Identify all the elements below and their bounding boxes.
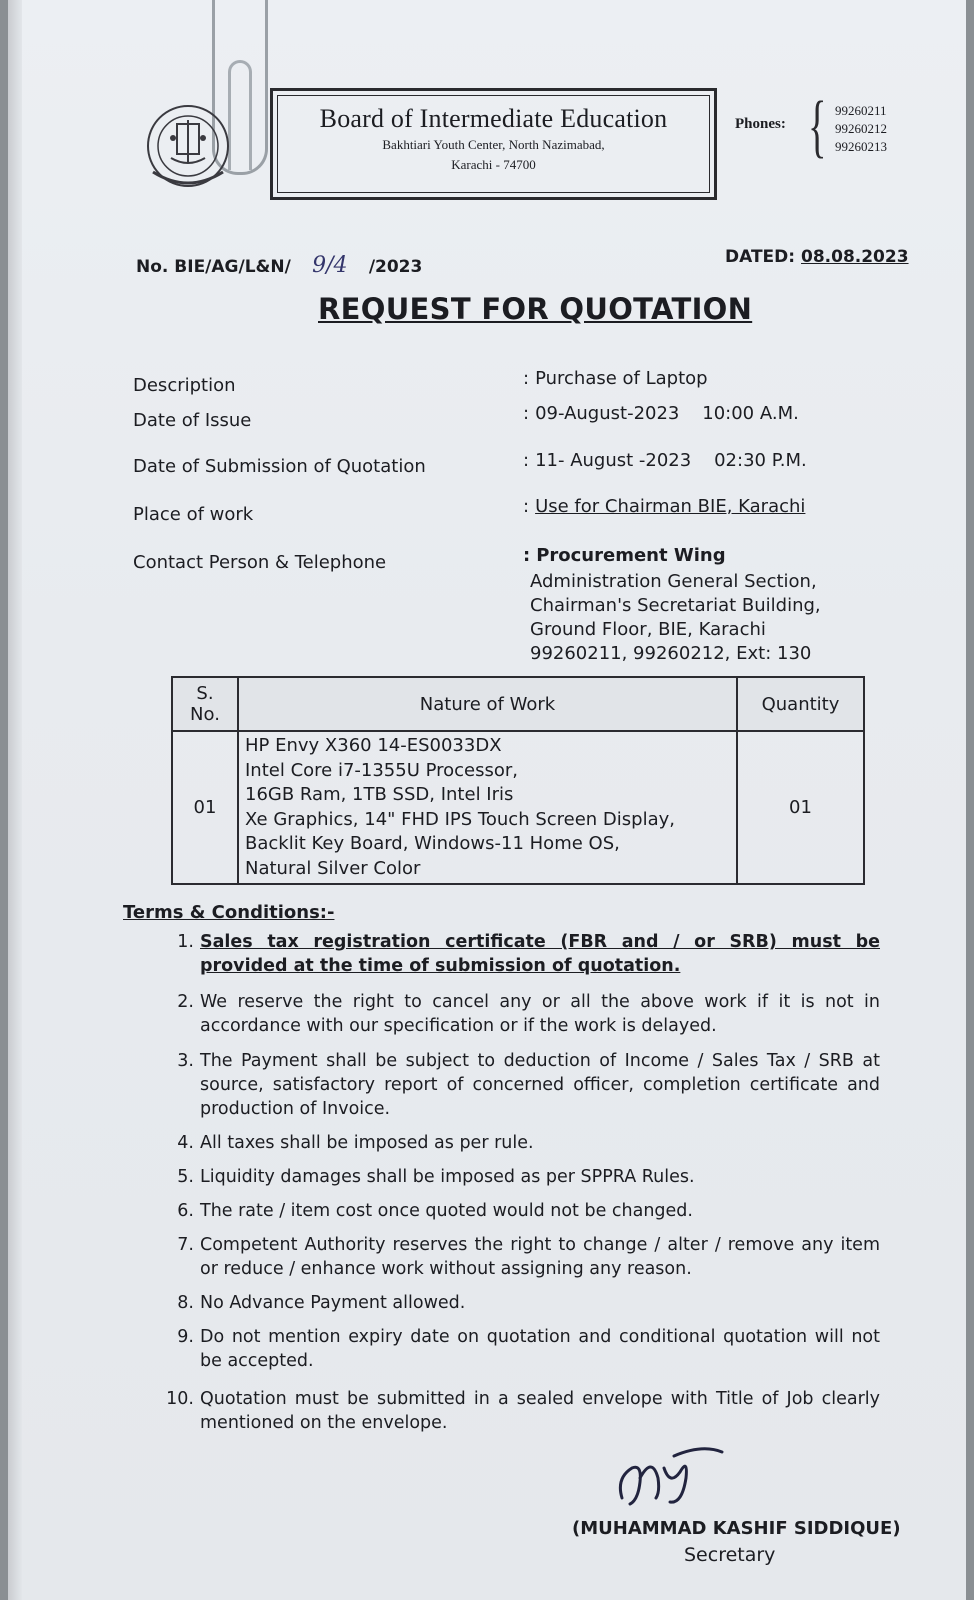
term-text: The Payment shall be subject to deduction of Income / Sales Tax / SRB at source, satisfactory report of concerned officer, completion certificate and production of Invoice. [200,1051,880,1119]
term-item [160,1165,880,1189]
header-quantity: Quantity [737,677,864,731]
term-number: 9. [177,1327,194,1347]
spec-line: Natural Silver Color [245,857,421,879]
signatory-title: Secretary [684,1544,776,1566]
contact-label: Contact Person & Telephone [133,552,387,573]
spec-line: Xe Graphics, 14" FHD IPS Touch Screen Display, [245,808,675,830]
cell-sno: 01 [172,731,238,884]
board-name: Board of Intermediate Education [319,104,668,133]
phones-label: Phones: [735,116,786,132]
term-item [160,1325,880,1373]
contact-line: Administration General Section, [530,571,817,592]
term-number: 4. [177,1133,194,1153]
handwritten-ref-number: 9/4 [312,253,348,278]
submission-date-label: Date of Submission of Quotation [133,456,426,477]
terms-title: Terms & Conditions:- [123,902,335,923]
issue-date-text: 09-August-2023 10:00 A.M. [535,403,799,424]
contact-head-text: Procurement Wing [536,545,726,566]
term-number: 5. [177,1167,194,1187]
cell-quantity: 01 [737,731,864,884]
term-item [160,930,880,978]
terms-list [160,930,880,1435]
contact-address [530,570,821,666]
term-number: 3. [177,1051,194,1071]
term-text: The rate / item cost once quoted would not be changed. [200,1201,693,1221]
description-label: Description [133,375,236,396]
brace-icon: { [808,88,827,165]
place-of-work-text: Use for Chairman BIE, Karachi [535,496,806,517]
term-text: We reserve the right to cancel any or all the above work if it is not in accordance with our specification or if the work is delayed. [200,992,880,1036]
work-table [171,676,865,885]
issue-date-label: Date of Issue [133,410,252,431]
term-text: All taxes shall be imposed as per rule. [200,1133,534,1153]
term-number: 7. [177,1235,194,1255]
contact-head: : Procurement Wing [523,545,726,566]
reference-prefix: No. BIE/AG/L&N/ [136,257,291,277]
spec-line: 16GB Ram, 1TB SSD, Intel Iris [245,784,514,805]
description-text: Purchase of Laptop [535,368,708,389]
phone-number: 99260211 [835,103,887,118]
term-item [160,1199,880,1223]
term-number: 2. [177,992,194,1012]
table-header-row [172,677,864,731]
term-item [160,990,880,1038]
submission-date-value: : 11- August -2023 02:30 P.M. [523,450,807,471]
paper-edge [8,0,22,1600]
dated [725,247,909,267]
phone-number: 99260213 [835,139,887,154]
spec-line: Backlit Key Board, Windows-11 Home OS, [245,833,620,854]
term-text: Liquidity damages shall be imposed as per SPPRA Rules. [200,1167,695,1187]
term-text: Competent Authority reserves the right to change / alter / remove any item or reduce / enhance work without assigning any reason. [200,1235,880,1279]
spec-line: HP Envy X360 14-ES0033DX [245,735,502,756]
term-text: Quotation must be submitted in a sealed envelope with Title of Job clearly mentioned on the envelope. [200,1389,880,1433]
place-of-work-value: : Use for Chairman BIE, Karachi [523,496,806,517]
handwritten-signature [612,1438,742,1508]
term-text: Sales tax registration certificate (FBR and / or SRB) must be provided at the time of submission of quotation. [200,932,880,976]
term-item [160,1387,880,1435]
document-title: REQUEST FOR QUOTATION [318,292,753,326]
term-text: Do not mention expiry date on quotation and conditional quotation will not be accepted. [200,1327,880,1371]
contact-line: Chairman's Secretariat Building, [530,595,821,616]
term-item [160,1233,880,1281]
table-row [172,731,864,884]
place-of-work-label: Place of work [133,504,254,525]
issue-date-value: : 09-August-2023 10:00 A.M. [523,403,799,424]
term-number: 8. [177,1293,194,1313]
term-number: 10. [166,1389,194,1409]
description-value: : Purchase of Laptop [523,368,708,389]
submission-date-text: 11- August -2023 02:30 P.M. [535,450,807,471]
header-sno-line1: S. [196,683,214,704]
cell-nature-of-work [238,731,737,884]
dated-label: DATED: [725,247,796,267]
phone-numbers [835,102,887,156]
signatory-name: (MUHAMMAD KASHIF SIDDIQUE) [572,1518,901,1539]
header-sno [172,677,238,731]
term-item [160,1049,880,1121]
letterhead-box [270,88,717,200]
term-number: 6. [177,1201,194,1221]
reference-suffix: /2023 [368,257,423,277]
address-line-2: Karachi - 74700 [451,157,536,172]
contact-line: Ground Floor, BIE, Karachi [530,619,766,640]
board-emblem-logo [143,102,233,194]
term-number: 1. [177,932,194,952]
header-sno-line2: No. [190,704,220,725]
phone-number: 99260212 [835,121,887,136]
term-item [160,1291,880,1315]
header-nature-of-work: Nature of Work [238,677,737,731]
term-text: No Advance Payment allowed. [200,1293,466,1313]
contact-line: 99260211, 99260212, Ext: 130 [530,643,812,664]
spec-line: Intel Core i7-1355U Processor, [245,759,519,781]
dated-value: 08.08.2023 [801,247,909,267]
term-item [160,1131,880,1155]
address-line-1: Bakhtiari Youth Center, North Nazimabad, [382,137,605,152]
reference-number [136,253,422,278]
